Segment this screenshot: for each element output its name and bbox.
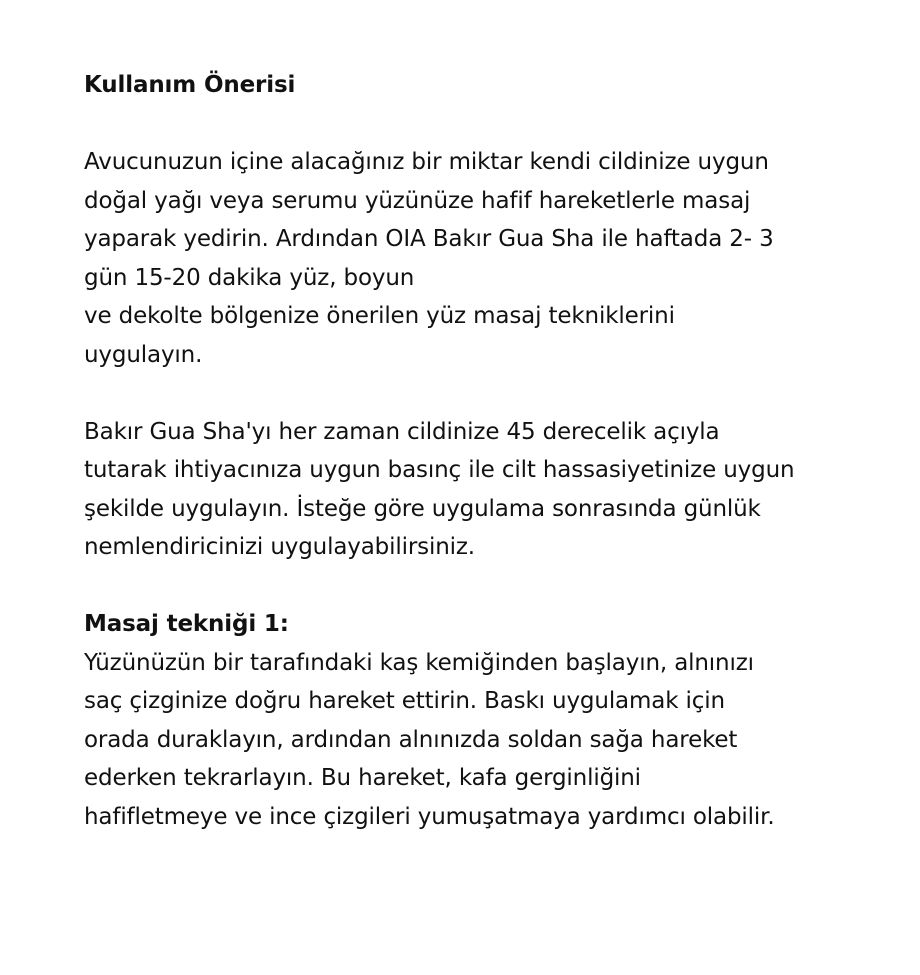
blank-line <box>84 105 884 144</box>
document-title: Kullanım Önerisi <box>84 72 296 98</box>
paragraph-line: yaparak yedirin. Ardından OIA Bakır Gua Sha ile haftada 2- 3 <box>84 226 774 252</box>
paragraph-line: şekilde uygulayın. İsteğe göre uygulama sonrasında günlük <box>84 495 761 522</box>
paragraph-line: gün 15-20 dakika yüz, boyun <box>84 264 415 291</box>
paragraph-line: hafifletmeye ve ince çizgileri yumuşatmaya yardımcı olabilir. <box>84 803 775 830</box>
paragraph-line: orada duraklayın, ardından alnınızda soldan sağa hareket <box>84 726 738 753</box>
paragraph-line: ve dekolte bölgenize önerilen yüz masaj tekniklerini <box>84 303 675 329</box>
document-page <box>84 66 884 836</box>
paragraph-3 <box>84 644 884 837</box>
paragraph-line: Yüzünüzün bir tarafındaki kaş kemiğinden başlayın, alnınızı <box>84 649 754 676</box>
paragraph-line: nemlendiricinizi uygulayabilirsiniz. <box>84 534 475 560</box>
paragraph-line: Bakır Gua Sha'yı her zaman cildinize 45 derecelik açıyla <box>84 418 720 445</box>
paragraph-1 <box>84 143 884 374</box>
section-heading: Masaj tekniği 1: <box>84 611 289 637</box>
paragraph-2 <box>84 413 884 567</box>
paragraph-line: Avucunuzun içine alacağınız bir miktar kendi cildinize uygun <box>84 149 769 175</box>
blank-line <box>84 374 884 413</box>
blank-line <box>84 567 884 606</box>
paragraph-line: tutarak ihtiyacınıza uygun basınç ile cilt hassasiyetinize uygun <box>84 457 795 483</box>
paragraph-line: uygulayın. <box>84 341 203 368</box>
paragraph-line: doğal yağı veya serumu yüzünüze hafif hareketlerle masaj <box>84 187 751 214</box>
paragraph-line: ederken tekrarlayın. Bu hareket, kafa gerginliğini <box>84 765 641 791</box>
paragraph-line: saç çizginize doğru hareket ettirin. Baskı uygulamak için <box>84 688 725 714</box>
